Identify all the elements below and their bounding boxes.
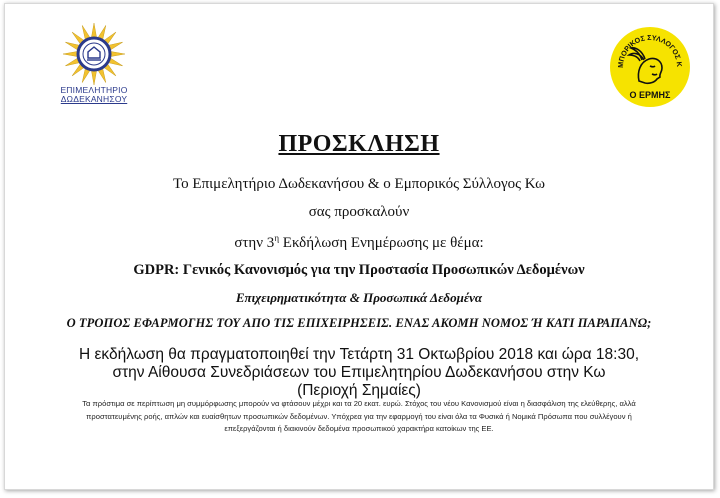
footnote-line3: επεξεργάζονται ή διακινούν δεδομένα προσωπικού χαρακτήρα κατοίκων της ΕΕ.	[224, 424, 494, 433]
footnote-line1: Τα πρόστιμα σε περίπτωση μη συμμόρφωσης μπορούν να φτάσουν μέχρι και τα 20 εκατ. ευρώ. Στόχος του νέου Κανονισμού είναι η διασφάλιση της ελεύθερης, αλλά	[82, 399, 636, 408]
trade-association-name: Ο ΕΡΜΗΣ	[629, 90, 671, 100]
event-line-end: Εκδήλωση Ενημέρωσης με θέμα:	[279, 235, 484, 251]
trade-association-logo	[609, 26, 691, 108]
chamber-logo-text	[49, 86, 139, 104]
date-line: Η εκδήλωση θα πραγματοποιηθεί την Τετάρτη 31 Οκτωβρίου 2018 και ώρα 18:30,	[78, 346, 640, 363]
chamber-logo	[49, 22, 139, 112]
hermes-emblem-icon	[609, 26, 691, 108]
chamber-logo-line2: ΔΩΔΕΚΑΝΗΣΟΥ	[60, 94, 128, 104]
venue-line: στην Αίθουσα Συνεδριάσεων του Επιμελητηρίου Δωδεκανήσου στην Κω	[112, 364, 606, 381]
invitation-title: ΠΡΟΣΚΛΗΣΗ	[278, 131, 440, 157]
organizers-line: Το Επιμελητήριο Δωδεκανήσου & ο Εμπορικός Σύλλογος Κω	[173, 176, 545, 192]
subtopic-heading: Επιχειρηματικότητα & Προσωπικά Δεδομένα	[235, 290, 483, 305]
chamber-logo-line1: ΕΠΙΜΕΛΗΤΗΡΙΟ	[60, 85, 128, 95]
footnote-line2: προστατευμένης ροής, απλών και ευαίσθητων προσωπικών δεδομένων. Υπόχρεα για την εφαρμογή του είναι όλα τα Φυσικά ή Νομικά Πρόσωπα που συλλέγουν ή	[86, 411, 632, 421]
chamber-emblem-icon	[57, 22, 131, 86]
trade-association-arc-text: ΜΠΟΡΙΚΟΣ ΣΥΛΛΟΓΟΣ Κ	[615, 32, 685, 69]
question-heading: Ο ΤΡΟΠΟΣ ΕΦΑΡΜΟΓΗΣ ΤΟΥ ΑΠΟ ΤΙΣ ΕΠΙΧΕΙΡΗΣΕΙΣ. ΕΝΑΣ ΑΚΟΜΗ ΝΟΜΟΣ Ή ΚΑΤΙ ΠΑΡΑΠΑΝΩ;	[66, 316, 652, 330]
topic-heading: GDPR: Γενικός Κανονισμός για την Προστασία Προσωπικών Δεδομένων	[133, 262, 585, 278]
footnote	[35, 398, 683, 436]
invitation-page	[4, 3, 714, 490]
area-line: (Περιοχή Σημαίες)	[297, 382, 421, 399]
event-line-start: στην 3	[234, 235, 275, 251]
event-line	[5, 233, 713, 252]
invite-line: σας προσκαλούν	[308, 204, 410, 220]
event-ordinal-suffix: η	[274, 233, 280, 243]
